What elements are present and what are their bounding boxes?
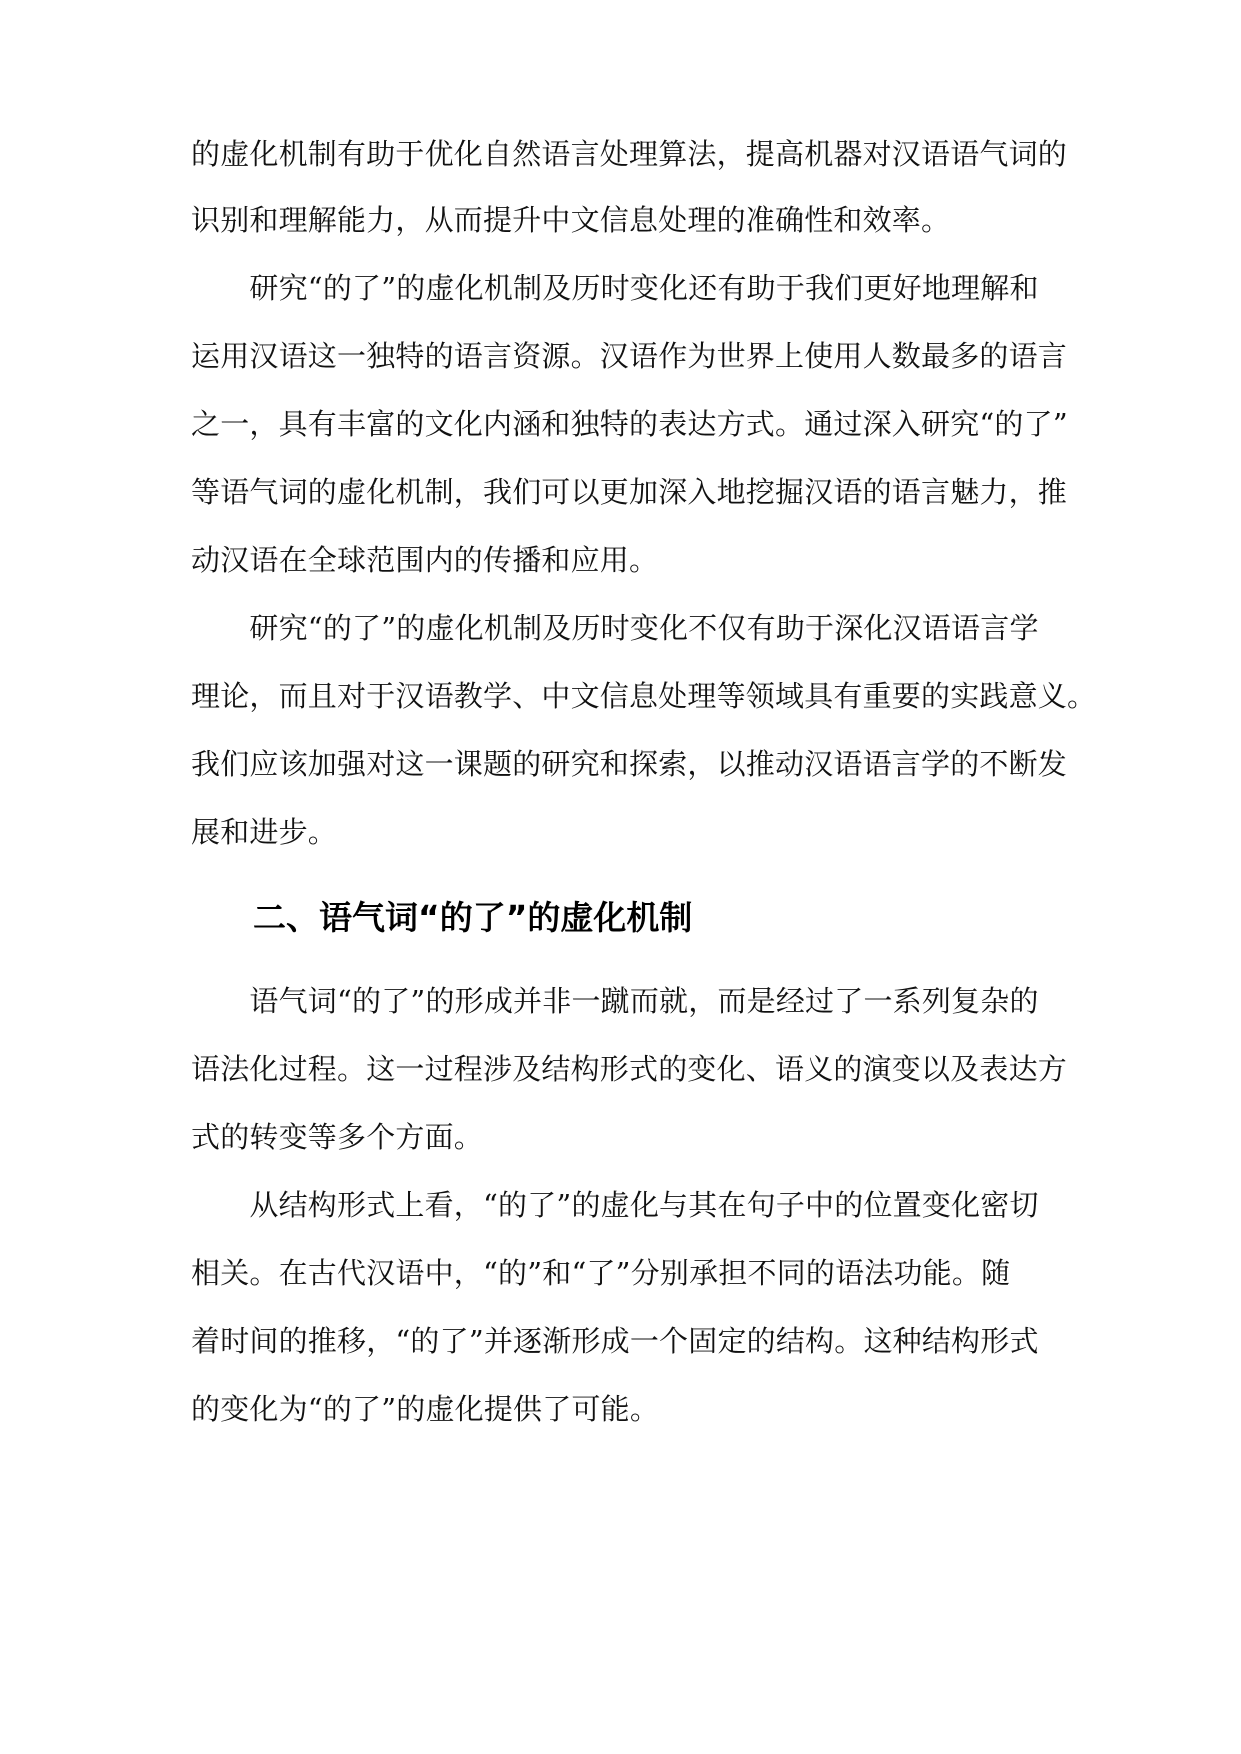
paragraph-line: 等语气词的虚化机制，我们可以更加深入地挖掘汉语的语言魅力，推 xyxy=(191,475,1068,509)
paragraph-line: 运用汉语这一独特的语言资源。汉语作为世界上使用人数最多的语言 xyxy=(191,339,1068,373)
paragraph-line: 我们应该加强对这一课题的研究和探索，以推动汉语语言学的不断发 xyxy=(191,747,1068,781)
paragraph-line: 语气词“的了”的形成并非一蹴而就，而是经过了一系列复杂的 xyxy=(191,984,1039,1018)
paragraph-line: 之一，具有丰富的文化内涵和独特的表达方式。通过深入研究“的了” xyxy=(191,407,1068,441)
paragraph-line: 从结构形式上看，“的了”的虚化与其在句子中的位置变化密切 xyxy=(191,1188,1039,1222)
paragraph-line: 的虚化机制有助于优化自然语言处理算法，提高机器对汉语语气词的 xyxy=(191,137,1068,171)
paragraph-line: 理论，而且对于汉语教学、中文信息处理等领域具有重要的实践意义。 xyxy=(191,679,1097,713)
paragraph-line: 展和进步。 xyxy=(191,815,338,849)
paragraph-line: 的变化为“的了”的虚化提供了可能。 xyxy=(191,1392,660,1426)
paragraph-line: 识别和理解能力，从而提升中文信息处理的准确性和效率。 xyxy=(191,203,951,237)
paragraph-line: 语法化过程。这一过程涉及结构形式的变化、语义的演变以及表达方 xyxy=(191,1052,1068,1086)
paragraph-line: 动汉语在全球范围内的传播和应用。 xyxy=(191,543,659,577)
paragraph-line: 式的转变等多个方面。 xyxy=(191,1120,484,1154)
paragraph-line: 研究“的了”的虚化机制及历时变化还有助于我们更好地理解和 xyxy=(191,271,1039,305)
section-heading: 二、语气词“的了”的虚化机制 xyxy=(253,898,693,937)
paragraph-line: 着时间的推移，“的了”并逐渐形成一个固定的结构。这种结构形式 xyxy=(191,1324,1039,1358)
paragraph-line: 研究“的了”的虚化机制及历时变化不仅有助于深化汉语语言学 xyxy=(191,611,1039,645)
paragraph-line: 相关。在古代汉语中，“的”和“了”分别承担不同的语法功能。随 xyxy=(191,1256,1011,1290)
